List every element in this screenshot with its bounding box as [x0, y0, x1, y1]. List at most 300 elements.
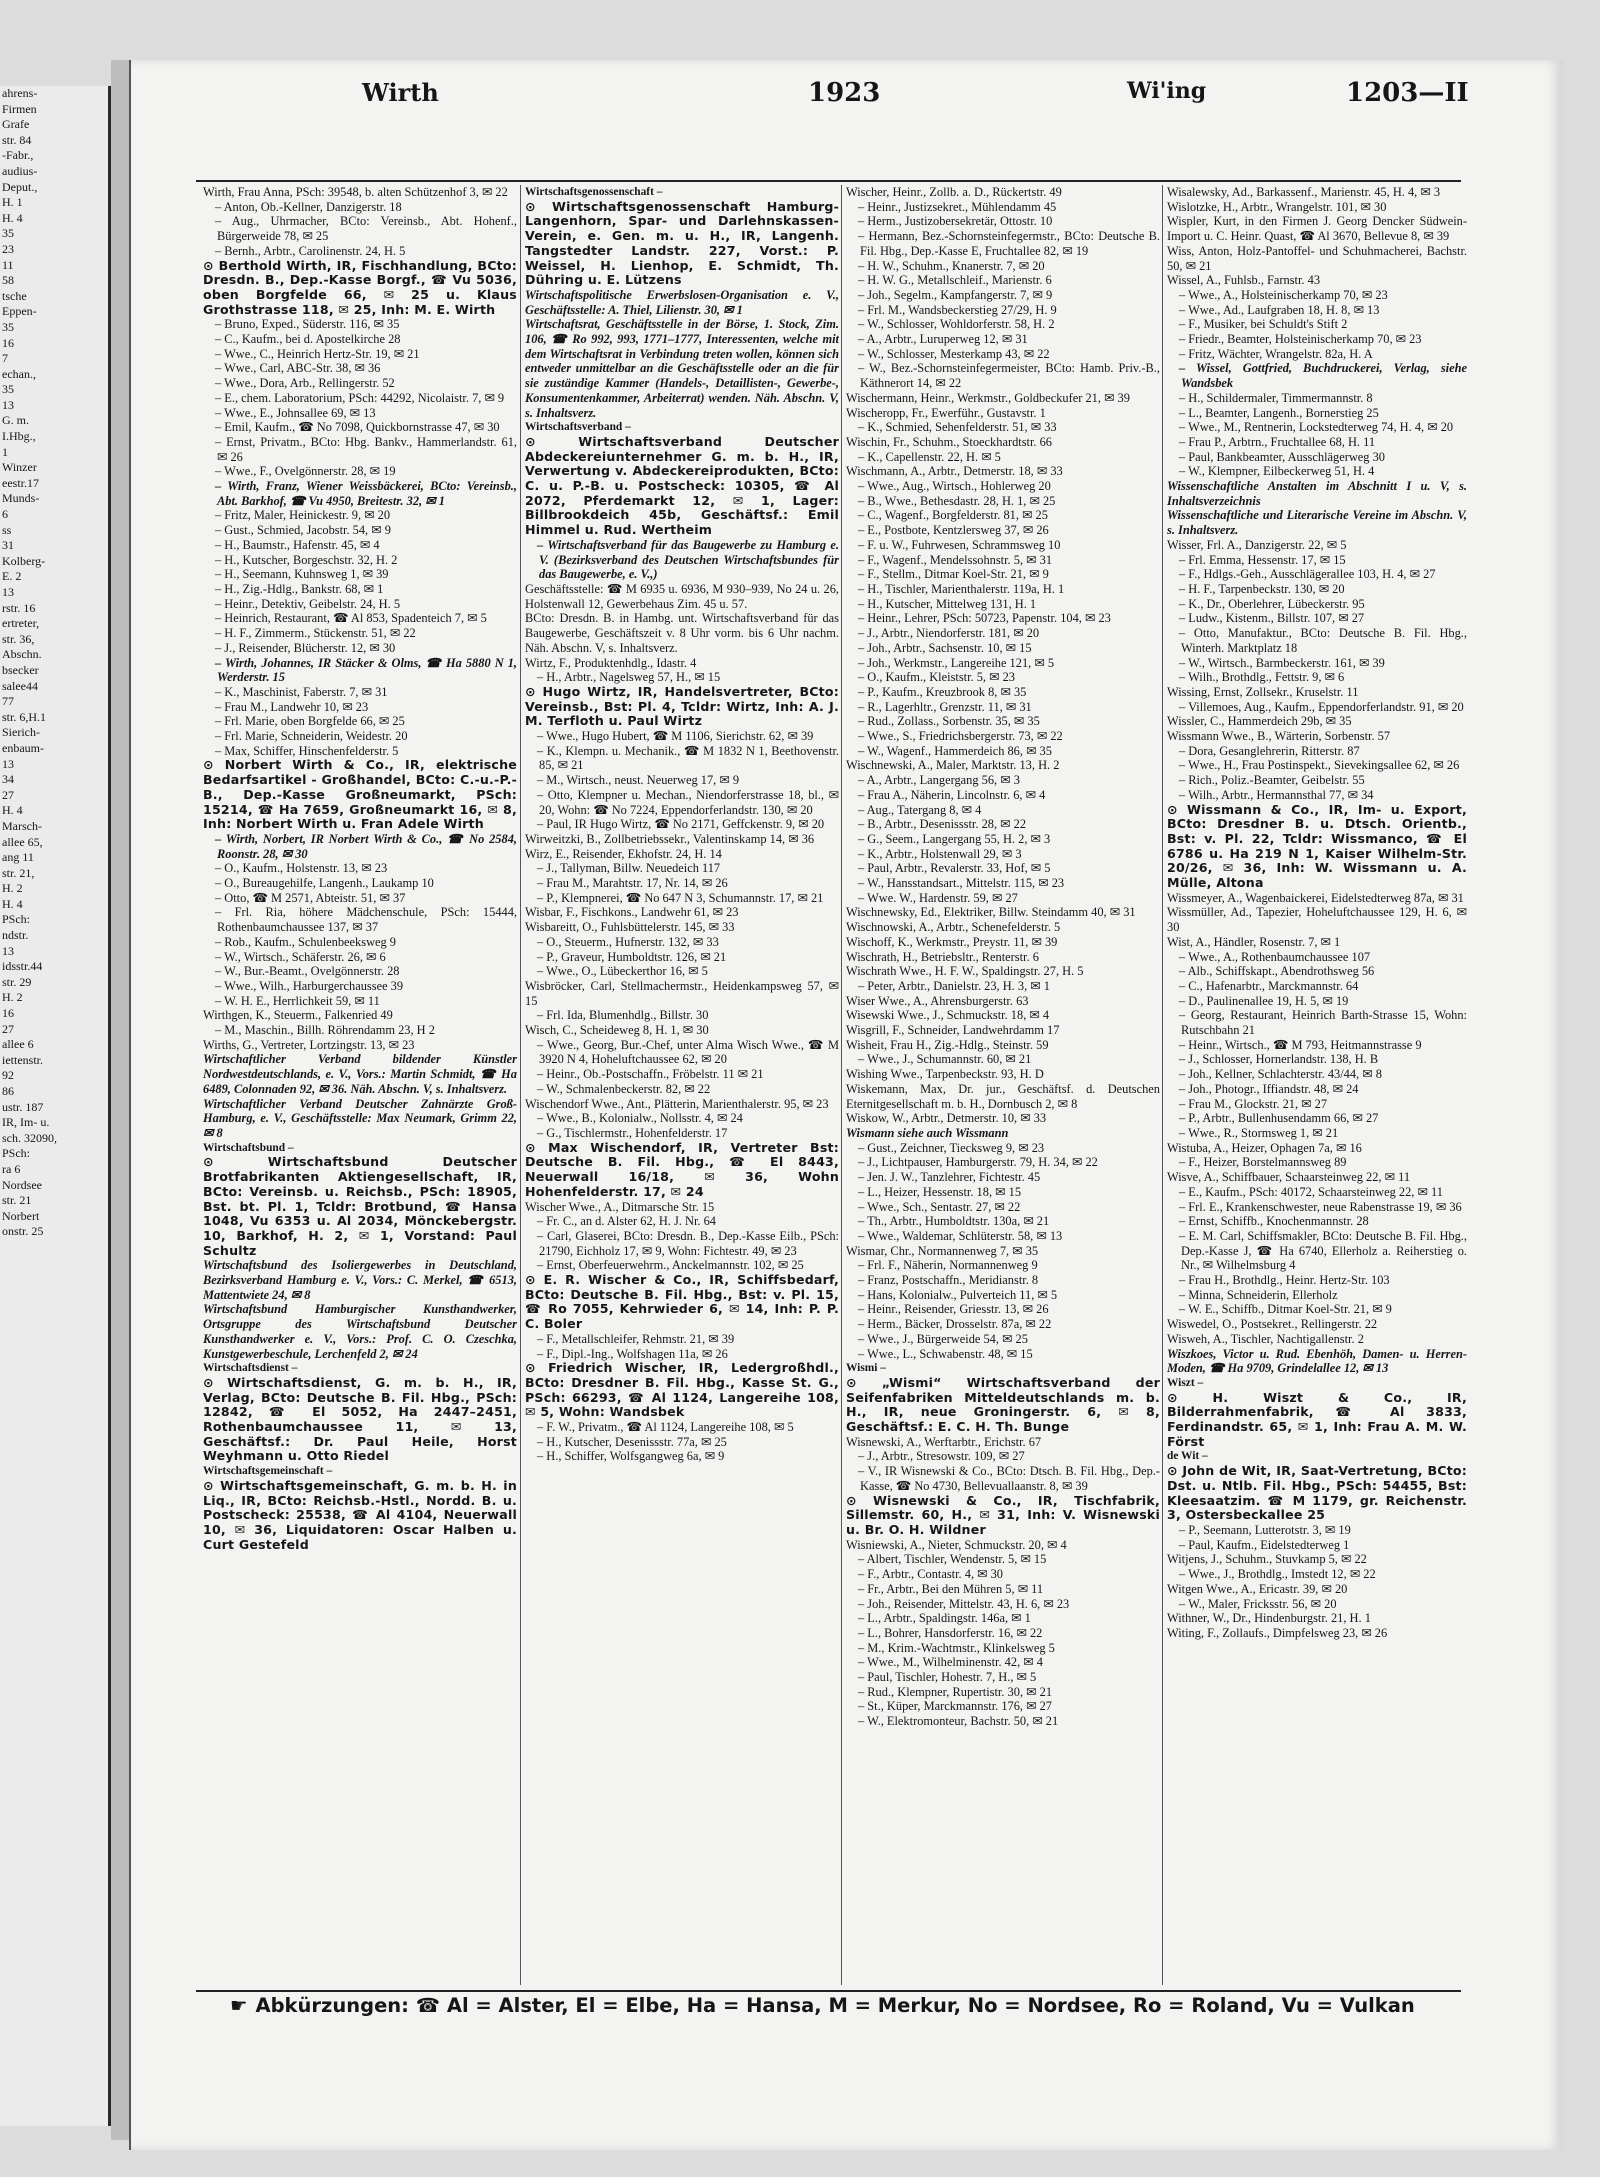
directory-entry: – W., Wirtsch., Schäferstr. 26, ✉ 6: [215, 949, 386, 964]
directory-entry: Wirtschaftsrat, Geschäftsstelle in der Börse, 1. Stock, Zim. 106, ☎ Ro 992, 993, 1771–1777, Interessenten, welche mit dem Wirtschaftsrat in Verbindung treten wollen, können sich entweder unmittelbar an die Geschäftsstelle oder an die für sie zuständige Kammer (Handels-, Detaillisten-, Gewerbe-, Konsumentenkammer, Arbeiterrat) wenden. Näh. Abschn. V, s. Inhaltsverz.: [525, 317, 839, 420]
directory-entry: Wisheit, Frau H., Zig.-Hdlg., Steinstr. 59: [846, 1037, 1049, 1052]
previous-page-line: 35: [2, 226, 14, 241]
previous-page-line: ahrens-: [2, 86, 38, 100]
directory-entry: – W., Maler, Fricksstr. 56, ✉ 20: [1179, 1596, 1337, 1611]
directory-entry: – F., Arbtr., Contastr. 4, ✉ 30: [858, 1567, 1004, 1582]
directory-entry: – Wwe., Sch., Sentastr. 27, ✉ 22: [858, 1199, 1021, 1214]
directory-entry: – J., Schlosser, Hornerlandstr. 138, H. B: [1179, 1052, 1379, 1067]
previous-page-line: Winzer: [2, 460, 37, 475]
previous-page-line: 1: [2, 444, 8, 459]
directory-entry: – Frau M., Landwehr 10, ✉ 23: [215, 699, 369, 714]
directory-entry: Wirtschaftspolitische Erwerbslosen-Organisation e. V., Geschäftsstelle: A. Thiel, Lilienstr. 30, ✉ 1: [525, 287, 839, 317]
directory-entry: – J., Reisender, Blücherstr. 12, ✉ 30: [215, 640, 396, 655]
directory-entry: – Herm., Justizobersekretär, Ottostr. 10: [858, 214, 1053, 229]
directory-entry: – P., Klempnerei, ☎ No 647 N 3, Schumannstr. 17, ✉ 21: [537, 890, 824, 905]
previous-page-line: idsstr.44: [2, 959, 43, 974]
directory-entry: – H. W. G., Metallschleif., Marienstr. 6: [858, 273, 1052, 288]
previous-page-line: Sierich-: [2, 725, 40, 740]
previous-page-line: -Fabr.,: [2, 148, 34, 163]
directory-entry: – Frau M., Glockstr. 21, ✉ 27: [1179, 1096, 1328, 1111]
previous-page-line: str. 84: [2, 132, 32, 147]
directory-entry: – Georg, Restaurant, Heinrich Barth-Strasse 15, Wohn: Rutschbahn 21: [1179, 1008, 1467, 1038]
directory-entry: Wischnewski, A., Maler, Marktstr. 13, H. 2: [846, 758, 1060, 773]
directory-entry: – F., Hdlgs.-Geh., Ausschlägerallee 103, H. 4, ✉ 27: [1179, 567, 1436, 582]
previous-page-line: Firmen: [2, 101, 37, 116]
directory-entry: – Wilh., Brothdlg., Fettstr. 9, ✉ 6: [1179, 670, 1345, 685]
previous-page-line: 7: [2, 351, 8, 366]
directory-entry: – Franz, Postschaffn., Meridianstr. 8: [858, 1273, 1039, 1288]
directory-entry: Wischrath Wwe., H. F. W., Spaldingstr. 27, H. 5: [846, 964, 1084, 979]
directory-entry: BCto: Dresdn. B. in Hambg. unt. Wirtschaftsverband für das Baugewerbe, Geschäftszeit v. 8 Uhr vorm. bis 6 Uhr nachm. Näh. Abschn. V, s. Inhaltsverz.: [525, 611, 839, 655]
directory-entry: Wisalewsky, Ad., Barkassenf., Marienstr. 45, H. 4, ✉ 3: [1167, 185, 1441, 199]
directory-entry: – P., Seemann, Lutterotstr. 3, ✉ 19: [1179, 1522, 1351, 1537]
directory-entry: – P., Graveur, Humboldtstr. 126, ✉ 21: [537, 949, 727, 964]
previous-page-line: 16: [2, 1006, 14, 1021]
directory-entry: Witgen Wwe., A., Ericastr. 39, ✉ 20: [1167, 1581, 1348, 1596]
previous-page-line: H. 2: [2, 881, 23, 896]
directory-entry: – Ernst, Oberfeuerwehrm., Anckelmannstr. 102, ✉ 25: [537, 1258, 804, 1273]
directory-entry: Wisbareitt, O., Fuhlsbüttelerstr. 145, ✉ 33: [525, 920, 735, 935]
directory-entry: – H. W., Schuhm., Knanerstr. 7, ✉ 20: [858, 258, 1045, 273]
directory-entry: – Frau M., Marahtstr. 17, Nr. 14, ✉ 26: [537, 876, 728, 891]
section-heading: Wiszt –: [1167, 1376, 1204, 1389]
directory-entry: – H., Zig.-Hdlg., Bankstr. 68, ✉ 1: [215, 581, 384, 596]
header-left-word: Wirth: [362, 78, 439, 107]
directory-entry: – Otto, ☎ M 2571, Abteistr. 51, ✉ 37: [215, 890, 406, 905]
book-gutter: [111, 60, 129, 2140]
directory-entry: Wiskow, W., Arbtr., Detmerstr. 10, ✉ 33: [846, 1111, 1047, 1126]
section-heading: Wirtschaftsverband –: [525, 421, 631, 434]
directory-entry: – Rob., Kaufm., Schulenbeeksweg 9: [215, 934, 397, 949]
directory-entry: – O., Kaufm., Kleiststr. 5, ✉ 23: [858, 670, 1015, 685]
previous-page-line: Abschn.: [2, 647, 42, 662]
previous-page-line: Grafe: [2, 117, 30, 132]
previous-page-line: E. 2: [2, 569, 22, 584]
directory-entry: – Villemoes, Aug., Kaufm., Eppendorferlandstr. 91, ✉ 20: [1179, 699, 1464, 714]
directory-entry: – F., Stellm., Ditmar Koel-Str. 21, ✉ 9: [858, 567, 1049, 582]
firm-entry: ⊙ Friedrich Wischer, IR, Ledergroßhdl., BCto: Dresdner B. Fil. Hbg., Kasse St. G., PSch: 66293, ☎ Al 1124, Langereihe 108, ✉ 5, Wohn: Wandsbek: [525, 1360, 839, 1420]
previous-page-line: salee44: [2, 678, 38, 693]
directory-entry: Wirz, E., Reisender, Ekhofstr. 24, H. 14: [525, 846, 722, 861]
previous-page-line: Deput.,: [2, 179, 38, 194]
directory-entry: – B., Arbtr., Desenissstr. 28, ✉ 22: [858, 817, 1027, 832]
previous-page-line: allee 65,: [2, 834, 43, 849]
directory-entry: Wislotzke, H., Arbtr., Wrangelstr. 101, ✉ 30: [1167, 199, 1387, 214]
directory-entry: – L., Arbtr., Spaldingstr. 146a, ✉ 1: [858, 1611, 1031, 1626]
directory-entry: – H., Baumstr., Hafenstr. 45, ✉ 4: [215, 537, 380, 552]
directory-entry: – Emil, Kaufm., ☎ No 7098, Quickbornstrasse 47, ✉ 30: [215, 420, 500, 435]
directory-entry: – Wwe., Carl, ABC-Str. 38, ✉ 36: [215, 361, 381, 376]
directory-entry: – Alb., Schiffskapt., Abendrothsweg 56: [1179, 964, 1375, 979]
directory-entry: – Joh., Kellner, Schlachterstr. 43/44, ✉ 8: [1179, 1067, 1382, 1082]
directory-entry: – Wwe., M., Rentnerin, Lockstedterweg 74, H. 4, ✉ 20: [1179, 420, 1454, 435]
column-1: [203, 185, 517, 1987]
directory-entry: – W., Bez.-Schornsteinfegermeister, BCto: Hamb. Priv.-B., Käthnerort 14, ✉ 22: [858, 361, 1160, 391]
directory-entry: – W. E., Schiffb., Ditmar Koel-Str. 21, ✉ 9: [1179, 1302, 1392, 1317]
directory-entry: – J., Tallyman, Billw. Neuedeich 117: [537, 861, 721, 876]
directory-entry: – Anton, Ob.-Kellner, Danzigerstr. 18: [215, 199, 402, 214]
directory-entry: Wissel, A., Fuhlsb., Farnstr. 43: [1167, 273, 1321, 288]
directory-entry: – F., Dipl.-Ing., Wolfshagen 11a, ✉ 26: [537, 1346, 728, 1361]
directory-entry: – G., Seem., Langergang 55, H. 2, ✉ 3: [858, 831, 1051, 846]
directory-entry: – Heinr., Wirtsch., ☎ M 793, Heitmannstrasse 9: [1179, 1037, 1422, 1052]
running-head: [0, 78, 1600, 118]
directory-entry: Wissler, C., Hammerdeich 29b, ✉ 35: [1167, 714, 1352, 729]
abbreviations-text: Abkürzungen: ☎ Al = Alster, El = Elbe, Ha = Hansa, M = Merkur, No = Nordsee, Ro = Roland, Vu = Vulkan: [255, 1994, 1415, 2017]
abbreviations-footer: [230, 1994, 1470, 2017]
directory-entry: – Heinr., Justizsekret., Mühlendamm 45: [858, 199, 1057, 214]
firm-entry: ⊙ Max Wischendorf, IR, Vertreter Bst: Deutsche B. Fil. Hbg., ☎ El 8443, Neuerwall 16/18, ✉ 36, Wohn Hohenfelderstr. 17, ✉ 24: [525, 1139, 839, 1199]
directory-entry: – W., Schlosser, Wohldorferstr. 58, H. 2: [858, 317, 1055, 332]
previous-page-line: IR, Im- u.: [2, 1115, 50, 1130]
previous-page-line: ustr. 187: [2, 1099, 44, 1114]
directory-entry: – F. W., Privatm., ☎ Al 1124, Langereihe 108, ✉ 5: [537, 1420, 794, 1435]
directory-entry: – Heinr., Detektiv, Geibelstr. 24, H. 5: [215, 596, 401, 611]
directory-entry: – Otto, Klempner u. Mechan., Niendorferstrasse 18, bl., ✉ 20, Wohn: ☎ No 7224, Eppendorferlandstr. 130, ✉ 20: [537, 787, 839, 817]
directory-entry: Wirtschaftlicher Verband Deutscher Zahnärzte Groß-Hamburg, e. V., Geschäftsstelle: Max Neumark, Grimm 22, ✉ 8: [203, 1096, 517, 1140]
directory-entry: Wiskemann, Max, Dr. jur., Geschäftsf. d. Deutschen Eternitgesellschaft m. b. H., Dornbusch 2, ✉ 8: [846, 1081, 1160, 1111]
previous-page-line: iettenstr.: [2, 1052, 43, 1067]
previous-page-line: 77: [2, 694, 14, 709]
directory-entry: – Paul, Arbtr., Revalerstr. 33, Hof, ✉ 5: [858, 861, 1051, 876]
directory-entry: – Frl. Ida, Blumenhdlg., Billstr. 30: [537, 1008, 709, 1023]
firm-entry: ⊙ Wirtschaftsbund Deutscher Brotfabrikanten Aktiengesellschaft, IR, BCto: Vereinsb. u. Reichsb., PSch: 18905, Bst. bt. Pl. 1, Tcldr: Brotbund, ☎ Hansa 1048, Vu 6353 u. Al 2034, Mönckebergstr. 10, Barkhof, H. 2, ✉ 1, Vorstand: Paul Schultz: [203, 1154, 517, 1258]
previous-page-line: 35: [2, 319, 14, 334]
directory-entry: – Wirth, Norbert, IR Norbert Wirth & Co., ☎ No 2584, Roonstr. 28, ✉ 30: [215, 831, 517, 861]
directory-entry: – W., Wagenf., Hammerdeich 86, ✉ 35: [858, 743, 1052, 758]
previous-page-line: Marsch-: [2, 818, 42, 833]
directory-entry: – C., Hafenarbtr., Marckmannstr. 64: [1179, 978, 1359, 993]
previous-page-line: str. 21: [2, 1193, 32, 1208]
directory-entry: – Wilh., Arbtr., Hermannsthal 77, ✉ 34: [1179, 787, 1374, 802]
directory-entry: – Heinr., Lehrer, PSch: 50723, Papenstr. 104, ✉ 23: [858, 611, 1111, 626]
directory-entry: – K., Dr., Oberlehrer, Lübeckerstr. 95: [1179, 596, 1365, 611]
firm-entry: ⊙ Wirtschaftsgemeinschaft, G. m. b. H. in Liq., IR, BCto: Reichsb.-Hstl., Nordd. B. u. Postscheck: 25538, ☎ Al 4104, Neuerwall 10, ✉ 36, Liquidatoren: Oscar Halben u. Curt Gestefeld: [203, 1477, 517, 1552]
previous-page-line: onstr. 25: [2, 1224, 44, 1239]
previous-page-line: 92: [2, 1068, 14, 1083]
directory-entry: – Wwe., Waldemar, Schlüterstr. 58, ✉ 13: [858, 1228, 1063, 1243]
directory-entry: – F., Wagenf., Mendelssohnstr. 5, ✉ 31: [858, 552, 1053, 567]
directory-entry: – H. F., Tarpenbeckstr. 130, ✉ 20: [1179, 581, 1345, 596]
directory-entry: – W. H. E., Herrlichkeit 59, ✉ 11: [215, 993, 380, 1008]
directory-entry: – L., Bohrer, Hansdorferstr. 16, ✉ 22: [858, 1625, 1043, 1640]
header-rule: [196, 180, 1461, 182]
directory-entry: – M., Wirtsch., neust. Neuerweg 17, ✉ 9: [537, 773, 740, 788]
directory-entry: – W., Hansstandsart., Mittelstr. 115, ✉ 23: [858, 876, 1065, 891]
previous-page-line: 34: [2, 772, 14, 787]
firm-entry: ⊙ „Wismi“ Wirtschaftsverband der Seifenfabriken Mitteldeutschlands m. b. H., IR, neue Groningerstr. 6, ✉ 8, Geschäftsf.: E. C. H. Th. Bunge: [846, 1374, 1160, 1435]
previous-page-line: Eppen-: [2, 304, 37, 319]
directory-entry: Wirtz, F., Produktenhdlg., Idastr. 4: [525, 655, 697, 670]
previous-page-line: str. 29: [2, 974, 32, 989]
directory-entry: – Wwe., A., Rothenbaumchaussee 107: [1179, 949, 1371, 964]
directory-entry: Wisnewski, A., Werftarbtr., Erichstr. 67: [846, 1434, 1042, 1449]
previous-page-line: allee 6: [2, 1037, 34, 1052]
directory-entry: – E., Postbote, Kentzlersweg 37, ✉ 26: [858, 523, 1049, 538]
directory-entry: Wischer Wwe., A., Ditmarsche Str. 15: [525, 1199, 715, 1214]
section-heading: Wirtschaftsbund –: [203, 1141, 294, 1154]
directory-entry: – Bernh., Arbtr., Carolinenstr. 24, H. 5: [215, 243, 406, 258]
directory-entry: Wischin, Fr., Schuhm., Stoeckhardtstr. 66: [846, 434, 1052, 449]
previous-page-line: enbaum-: [2, 740, 44, 755]
directory-entry: – Fritz, Maler, Heinickestr. 9, ✉ 20: [215, 508, 391, 523]
directory-entry: – H., Seemann, Kuhnsweg 1, ✉ 39: [215, 567, 389, 582]
directory-entry: – L., Beamter, Langenh., Bornerstieg 25: [1179, 405, 1379, 420]
directory-entry: – H., Kutscher, Borgeschstr. 32, H. 2: [215, 552, 398, 567]
column-2: [525, 185, 839, 1987]
directory-entry: – Bruno, Exped., Süderstr. 116, ✉ 35: [215, 317, 400, 332]
directory-entry: – M., Maschin., Billh. Röhrendamm 23, H 2: [215, 1023, 435, 1038]
directory-entry: Wischeropp, Fr., Ewerführ., Gustavstr. 1: [846, 405, 1046, 420]
directory-entry: – Gust., Schmied, Jacobstr. 54, ✉ 9: [215, 523, 391, 538]
directory-entry: – Wwe., M., Wilhelminenstr. 42, ✉ 4: [858, 1655, 1043, 1670]
directory-entry: – H., Tischler, Marienthalerstr. 119a, H. 1: [858, 581, 1065, 596]
directory-entry: – Ludw., Kistenm., Billstr. 107, ✉ 27: [1179, 611, 1365, 626]
column-divider: [841, 185, 842, 1985]
directory-entry: – H., Kutscher, Desenissstr. 77a, ✉ 25: [537, 1434, 727, 1449]
previous-page-line: ertreter,: [2, 616, 40, 631]
directory-entry: Wirtschaftsbund des Isoliergewerbes in Deutschland, Bezirksverband Hamburg e. V., Vors.: C. Merkel, ☎ 6513, Mattentwiete 24, ✉ 8: [203, 1258, 517, 1302]
previous-page-line: audius-: [2, 163, 38, 178]
directory-entry: Witjens, J., Schuhm., Stuvkamp 5, ✉ 22: [1167, 1552, 1367, 1567]
directory-entry: – Hans, Kolonialw., Pulverteich 11, ✉ 5: [858, 1287, 1058, 1302]
directory-entry: – E., chem. Laboratorium, PSch: 44292, Nicolaistr. 7, ✉ 9: [215, 390, 505, 405]
previous-page-line: tsche: [2, 288, 27, 303]
directory-entry: – E., Kaufm., PSch: 40172, Schaarsteinweg 22, ✉ 11: [1179, 1184, 1443, 1199]
directory-entry: – Minna, Schneiderin, Ellerholz: [1179, 1287, 1338, 1302]
column-4: [1167, 185, 1467, 1987]
directory-entry: – Wwe., Hugo Hubert, ☎ M 1106, Sierichstr. 62, ✉ 39: [537, 729, 814, 744]
directory-entry: – Wwe., H., Frau Postinspekt., Sievekingsallee 62, ✉ 26: [1179, 758, 1460, 773]
firm-entry: ⊙ Wirtschaftsgenossenschaft Hamburg-Langenhorn, Spar- und Darlehnskassen-Verein, e. Gen. m. u. H., IR, Langenh. Tangstedter Landstr. 227, Vorst.: P. Weissel, H. Lienhop, E. Schmidt, Th. Dühring u. E. Lützens: [525, 198, 839, 288]
directory-entry: – Wwe., J., Schumannstr. 60, ✉ 21: [858, 1052, 1032, 1067]
directory-entry: – K., Capellenstr. 22, H. ✉ 5: [858, 449, 1001, 464]
directory-entry: – Heinrich, Restaurant, ☎ Al 853, Spadenteich 7, ✉ 5: [215, 611, 487, 626]
directory-entry: – Rud., Klempner, Rupertistr. 30, ✉ 21: [858, 1684, 1053, 1699]
previous-page-line: H. 4: [2, 803, 23, 818]
directory-entry: – C., Kaufm., bei d. Apostelkirche 28: [215, 332, 401, 347]
firm-entry: ⊙ Wissmann & Co., IR, Im- u. Export, BCto: Dresdner B. u. Dtsch. Orientb., Bst: v. Pl. 22, Tcldr: Wissmanco, ☎ El 6786 u. Ha 219 N 1, Kaiser Wilhelm-Str. 20/26, ✉ 36, Inh: W. Wissmann u. A. Mülle, Altona: [1167, 801, 1467, 891]
directory-entry: – Rich., Poliz.-Beamter, Geibelstr. 55: [1179, 773, 1365, 788]
directory-entry: – B., Wwe., Bethesdastr. 28, H. 1, ✉ 25: [858, 493, 1056, 508]
directory-entry: – Frau P., Arbtrn., Fruchtallee 68, H. 11: [1179, 434, 1376, 449]
directory-entry: – Wwe., J., Brothdlg., Imstedt 12, ✉ 22: [1179, 1567, 1376, 1582]
directory-entry: – Fr., Arbtr., Bei den Mühren 5, ✉ 11: [858, 1581, 1044, 1596]
directory-entry: – Ernst, Privatm., BCto: Hbg. Bankv., Hammerlandstr. 61, ✉ 26: [215, 434, 517, 464]
directory-entry: Wischermann, Heinr., Werkmstr., Goldbeckufer 21, ✉ 39: [846, 390, 1130, 405]
directory-entry: Wischnowski, A., Arbtr., Schenefelderstr. 5: [846, 920, 1061, 935]
directory-entry: Wisbröcker, Carl, Stellmachermstr., Heidenkampsweg 57, ✉ 15: [525, 978, 839, 1008]
directory-entry: – Joh., Reisender, Mittelstr. 43, H. 6, ✉ 23: [858, 1596, 1070, 1611]
directory-entry: – W., Schlosser, Mesterkamp 43, ✉ 22: [858, 346, 1050, 361]
directory-entry: – Jen. J. W., Tanzlehrer, Fichtestr. 45: [858, 1170, 1041, 1185]
directory-entry: – P., Kaufm., Kreuzbrook 8, ✉ 35: [858, 684, 1027, 699]
directory-entry: – Rud., Zollass., Sorbenstr. 35, ✉ 35: [858, 714, 1040, 729]
directory-entry: Wisbar, F., Fischkons., Landwehr 61, ✉ 23: [525, 905, 739, 920]
directory-entry: Wismann siehe auch Wissmann: [846, 1126, 1009, 1140]
directory-entry: Wistuba, A., Heizer, Ophagen 7a, ✉ 16: [1167, 1140, 1362, 1155]
previous-page-line: 35: [2, 382, 14, 397]
directory-entry: – M., Krim.-Wachtmstr., Klinkelsweg 5: [858, 1640, 1055, 1655]
directory-entry: – Wwe., S., Friedrichsbergerstr. 73, ✉ 22: [858, 729, 1063, 744]
previous-page-line: 23: [2, 241, 14, 256]
directory-entry: Wist, A., Händler, Rosenstr. 7, ✉ 1: [1167, 934, 1341, 949]
previous-page-line: str. 36,: [2, 631, 35, 646]
previous-page-line: H. 4: [2, 896, 23, 911]
directory-entry: Wisser, Frl. A., Danzigerstr. 22, ✉ 5: [1167, 537, 1347, 552]
directory-entry: Wisewski Wwe., J., Schmuckstr. 18, ✉ 4: [846, 1008, 1050, 1023]
directory-entry: Wischoff, K., Werkmstr., Preystr. 11, ✉ 39: [846, 934, 1058, 949]
previous-page-line: Nordsee: [2, 1177, 42, 1192]
directory-entry: – L., Heizer, Hessenstr. 18, ✉ 15: [858, 1184, 1022, 1199]
directory-entry: – Frl. Marie, oben Borgfelde 66, ✉ 25: [215, 714, 405, 729]
directory-entry: – St., Küper, Marckmannstr. 176, ✉ 27: [858, 1699, 1053, 1714]
directory-entry: – Frl. Marie, Schneiderin, Weidestr. 20: [215, 729, 408, 744]
previous-page-line: 31: [2, 538, 14, 553]
directory-entry: Wirtschaftsbund Hamburgischer Kunsthandwerker, Ortsgruppe des Wirtschaftsbund Deutscher Kunsthandwerker e. V., Vors.: Prof. C. O. Czeschka, Kunstgewerbeschule, Lerchenfeld 2, ✉ 24: [203, 1302, 517, 1361]
previous-page-line: 13: [2, 397, 14, 412]
header-page-number: 1203—II: [1346, 78, 1469, 108]
firm-entry: ⊙ Norbert Wirth & Co., IR, elektrische Bedarfsartikel - Großhandel, BCto: C.-u.-P.-B., Dep.-Kasse Großneumarkt, PSch: 15214, ☎ Ha 7659, Großneumarkt 16, ✉ 8, Inh: Norbert Wirth u. Fran Adele Wirth: [203, 757, 517, 832]
directory-entry: – Joh., Photogr., Iffiandstr. 48, ✉ 24: [1179, 1081, 1359, 1096]
directory-entry: – F., Heizer, Borstelmannsweg 89: [1179, 1155, 1347, 1170]
firm-entry: ⊙ Hugo Wirtz, IR, Handelsvertreter, BCto: Vereinsb., Bst: Pl. 4, Tcldr: Wirtz, Inh: A. J. M. Terfloth u. Paul Wirtz: [525, 683, 839, 729]
directory-entry: – Frl. M., Wandsbeckerstieg 27/29, H. 9: [858, 302, 1057, 317]
directory-entry: – Frau A., Näherin, Lincolnstr. 6, ✉ 4: [858, 787, 1046, 802]
directory-entry: Wisve, A., Schiffbauer, Schaarsteinweg 22, ✉ 11: [1167, 1170, 1411, 1185]
previous-page-line: ndstr.: [2, 928, 29, 943]
directory-entry: – Wwe., Ad., Laufgraben 18, H. 8, ✉ 13: [1179, 302, 1380, 317]
directory-entry: Wisgrill, F., Schneider, Landwehrdamm 17: [846, 1023, 1060, 1038]
directory-entry: – Hermann, Bez.-Schornsteinfegermstr., BCto: Deutsche B. Fil. Hbg., Dep.-Kasse E, Fruchtallee 82, ✉ 19: [858, 229, 1160, 258]
directory-entry: – H., Kutscher, Mittelweg 131, H. 1: [858, 596, 1037, 611]
directory-entry: – A., Arbtr., Langergang 56, ✉ 3: [858, 773, 1020, 788]
previous-page-line: H. 1: [2, 195, 23, 210]
previous-page-edge: [0, 86, 111, 2126]
directory-entry: – Wwe., L., Schwabenstr. 48, ✉ 15: [858, 1346, 1033, 1361]
previous-page-line: H. 4: [2, 210, 23, 225]
section-heading: Wirtschaftsgemeinschaft –: [203, 1465, 333, 1478]
directory-entry: – Wwe., Aug., Wirtsch., Hohlerweg 20: [858, 479, 1051, 494]
directory-entry: – Wirtschaftsverband für das Baugewerbe zu Hamburg e. V. (Bezirksverband des Deutschen Wirtschaftsbundes für das Baugewerbe, e. V.,): [537, 537, 839, 582]
directory-entry: – Dora, Gesanglehrerin, Ritterstr. 87: [1179, 743, 1360, 758]
directory-entry: Wissing, Ernst, Zollsekr., Kruselstr. 11: [1167, 684, 1359, 699]
directory-entry: – Frl. E., Krankenschwester, neue Rabenstrasse 19, ✉ 36: [1179, 1199, 1462, 1214]
directory-entry: – H., Schildermaler, Timmermannstr. 8: [1179, 390, 1373, 405]
directory-entry: – K., Maschinist, Faberstr. 7, ✉ 31: [215, 684, 388, 699]
directory-entry: – F., Metallschleifer, Rehmstr. 21, ✉ 39: [537, 1331, 735, 1346]
directory-entry: – Aug., Uhrmacher, BCto: Vereinsb., Abt. Hohenf., Bürgerweide 78, ✉ 25: [215, 214, 517, 244]
directory-entry: – Paul, Kaufm., Eidelstedterweg 1: [1179, 1537, 1350, 1552]
previous-page-line: 13: [2, 585, 14, 599]
section-heading: Wirtschaftsdienst –: [203, 1362, 298, 1375]
previous-page-line: 58: [2, 273, 14, 288]
directory-entry: – H. F., Zimmerm., Stückenstr. 51, ✉ 22: [215, 626, 416, 641]
directory-entry: – Wwe., Dora, Arb., Rellingerstr. 52: [215, 376, 395, 391]
previous-page-line: Munds-: [2, 491, 40, 506]
directory-entry: Wissenschaftliche Anstalten im Abschnitt I u. V, s. Inhaltsverzeichnis: [1167, 479, 1467, 508]
previous-page-line: Norbert: [2, 1208, 40, 1223]
directory-entry: – F., Musiker, bei Schuldt's Stift 2: [1179, 317, 1348, 332]
directory-entry: – Frl. F., Näherin, Normannenweg 9: [858, 1258, 1038, 1273]
directory-entry: – Wwe., E., Johnsallee 69, ✉ 13: [215, 405, 376, 420]
previous-page-line: str. 6,H.1: [2, 709, 47, 724]
directory-entry: – Wwe., B., Kolonialw., Nollsstr. 4, ✉ 24: [537, 1111, 743, 1126]
section-heading: Wirtschaftsgenossenschaft –: [525, 186, 663, 198]
directory-entry: – E. M. Carl, Schiffsmakler, BCto: Deutsche B. Fil. Hbg., Dep.-Kasse J, ☎ Ha 6740, Ellerholz a. Reiherstieg o. Nr., ✉ Wilhelmsburg 4: [1179, 1228, 1467, 1273]
directory-entry: Wirtschaftlicher Verband bildender Künstler Nordwestdeutschlands, e. V., Vors.: Martin Schmidt, ☎ Ha 6489, Colonnaden 92, ✉ 36. Näh. Abschn. V, s. Inhaltsverz.: [203, 1052, 517, 1096]
firm-entry: ⊙ Wisnewski & Co., IR, Tischfabrik, Sillemstr. 60, H., ✉ 31, Inh: V. Wisnewski u. Br. O. H. Wildner: [846, 1492, 1160, 1537]
directory-entry: Witing, F., Zollaufs., Dimpfelsweg 23, ✉ 26: [1167, 1625, 1388, 1640]
previous-page-line: 27: [2, 787, 14, 802]
directory-entry: – Fr. C., an d. Alster 62, H. J. Nr. 64: [537, 1214, 716, 1229]
directory-entry: Wirth, Frau Anna, PSch: 39548, b. alten Schützenhof 3, ✉ 22: [203, 185, 508, 199]
directory-entry: Wiss, Anton, Holz-Pantoffel- und Schuhmacherei, Bachstr. 50, ✉ 21: [1167, 243, 1467, 273]
directory-entry: – W., Bur.-Beamt., Ovelgönnerstr. 28: [215, 964, 400, 979]
directory-entry: – Wwe., O., Lübeckerthor 16, ✉ 5: [537, 964, 708, 979]
previous-page-line: rstr. 16: [2, 600, 36, 615]
directory-entry: – Joh., Werkmstr., Langereihe 121, ✉ 5: [858, 655, 1055, 670]
directory-entry: – Fritz, Wächter, Wrangelstr. 82a, H. A: [1179, 346, 1373, 361]
directory-entry: – C., Wagenf., Borgfelderstr. 81, ✉ 25: [858, 508, 1048, 523]
previous-page-line: str. 21,: [2, 865, 35, 880]
directory-entry: – Frau H., Brothdlg., Heinr. Hertz-Str. 103: [1179, 1273, 1390, 1288]
directory-entry: Wissmeyer, A., Wagenbaickerei, Eidelstedterweg 87a, ✉ 31: [1167, 890, 1464, 905]
section-heading: de Wit –: [1167, 1450, 1208, 1463]
directory-entry: Wirweitzki, B., Zollbetriebssekr., Valentinskamp 14, ✉ 36: [525, 831, 815, 846]
directory-entry: – Aug., Tatergang 8, ✉ 4: [858, 802, 982, 817]
previous-page-line: 6: [2, 507, 8, 522]
header-year: 1923: [808, 78, 881, 108]
previous-page-line: ra 6: [2, 1161, 21, 1176]
previous-page-line: 27: [2, 1021, 14, 1036]
directory-entry: – J., Arbtr., Stresowstr. 109, ✉ 27: [858, 1449, 1025, 1464]
directory-entry: – J., Arbtr., Niendorferstr. 181, ✉ 20: [858, 626, 1040, 641]
directory-entry: Wiswedel, O., Postsekret., Rellingerstr. 22: [1167, 1317, 1378, 1332]
previous-page-line: bsecker: [2, 662, 39, 677]
previous-page-line: 13: [2, 756, 14, 771]
directory-entry: – Heinr., Ob.-Postschaffn., Fröbelstr. 11 ✉ 21: [537, 1067, 764, 1082]
directory-entry: – Carl, Glaserei, BCto: Dresdn. B., Dep.-Kasse Eilb., PSch: 21790, Eichholz 17, ✉ 9, Wohn: Fichtestr. 49, ✉ 23: [537, 1228, 839, 1258]
directory-entry: – F. u. W., Fuhrwesen, Schrammsweg 10: [858, 537, 1061, 552]
firm-entry: ⊙ E. R. Wischer & Co., IR, Schiffsbedarf, BCto: Deutsche B. Fil. Hbg., Bst: v. Pl. 15, ☎ Ro 7055, Kehrwieder 6, ✉ 14, Inh: P. P. C. Boler: [525, 1272, 839, 1332]
directory-entry: – Frl. Ria, höhere Mädchenschule, PSch: 15444, Rothenbaumchaussee 137, ✉ 37: [215, 905, 517, 935]
directory-entry: – O., Steuerm., Hufnerstr. 132, ✉ 33: [537, 934, 719, 949]
directory-entry: – Wwe., C., Heinrich Hertz-Str. 19, ✉ 21: [215, 346, 420, 361]
directory-entry: – Wirth, Johannes, IR Stäcker & Olms, ☎ Ha 5880 N 1, Werderstr. 15: [215, 655, 517, 685]
previous-page-line: G. m.: [2, 413, 29, 428]
directory-entry: – O., Bureaugehilfe, Langenh., Laukamp 10: [215, 876, 434, 891]
directory-entry: – O., Kaufm., Holstenstr. 13, ✉ 23: [215, 861, 388, 876]
previous-page-line: eestr.17: [2, 475, 39, 490]
directory-entry: Wissmüller, Ad., Tapezier, Hoheluftchaussee 129, H. 6, ✉ 30: [1167, 905, 1467, 935]
directory-entry: Wissmann Wwe., B., Wärterin, Sorbenstr. 57: [1167, 729, 1391, 744]
footer-rule: [196, 1990, 1461, 1992]
firm-entry: ⊙ John de Wit, IR, Saat-Vertretung, BCto: Dst. u. Ntlb. Fil. Hbg., PSch: 54455, Bst: Kleesaatzim. ☎ M 1179, gr. Reichenstr. 3, Ostersbeckallee 25: [1167, 1463, 1467, 1523]
directory-entry: – K., Arbtr., Holstenwall 29, ✉ 3: [858, 846, 1022, 861]
directory-entry: Wiszkoes, Victor u. Rud. Ebenhöh, Damen- u. Herren-Moden, ☎ Ha 9709, Grindelallee 12, ✉ 13: [1167, 1346, 1467, 1376]
directory-entry: Wismar, Chr., Normannenweg 7, ✉ 35: [846, 1243, 1039, 1258]
directory-entry: Wisweh, A., Tischler, Nachtigallenstr. 2: [1167, 1331, 1364, 1346]
directory-entry: – V., IR Wisnewski & Co., BCto: Dtsch. B. Fil. Hbg., Dep.-Kasse, ☎ No 4730, Bellevuallaanstr. 8, ✉ 39: [858, 1464, 1160, 1493]
directory-entry: – Wwe., Georg, Bur.-Chef, unter Alma Wisch Wwe., ☎ M 3920 N 4, Hoheluftchaussee 62, ✉ 20: [537, 1037, 839, 1067]
directory-entry: – Frl. Emma, Hessenstr. 17, ✉ 15: [1179, 552, 1346, 567]
directory-entry: – Wwe., A., Holsteinischerkamp 70, ✉ 23: [1179, 287, 1388, 302]
directory-entry: – Wwe. W., Hardenstr. 59, ✉ 27: [858, 890, 1018, 905]
directory-entry: – Wwe., R., Stormsweg 1, ✉ 21: [1179, 1126, 1339, 1140]
directory-entry: – Albert, Tischler, Wendenstr. 5, ✉ 15: [858, 1552, 1047, 1567]
directory-entry: – Paul, Tischler, Hohestr. 7, H., ✉ 5: [858, 1670, 1037, 1685]
